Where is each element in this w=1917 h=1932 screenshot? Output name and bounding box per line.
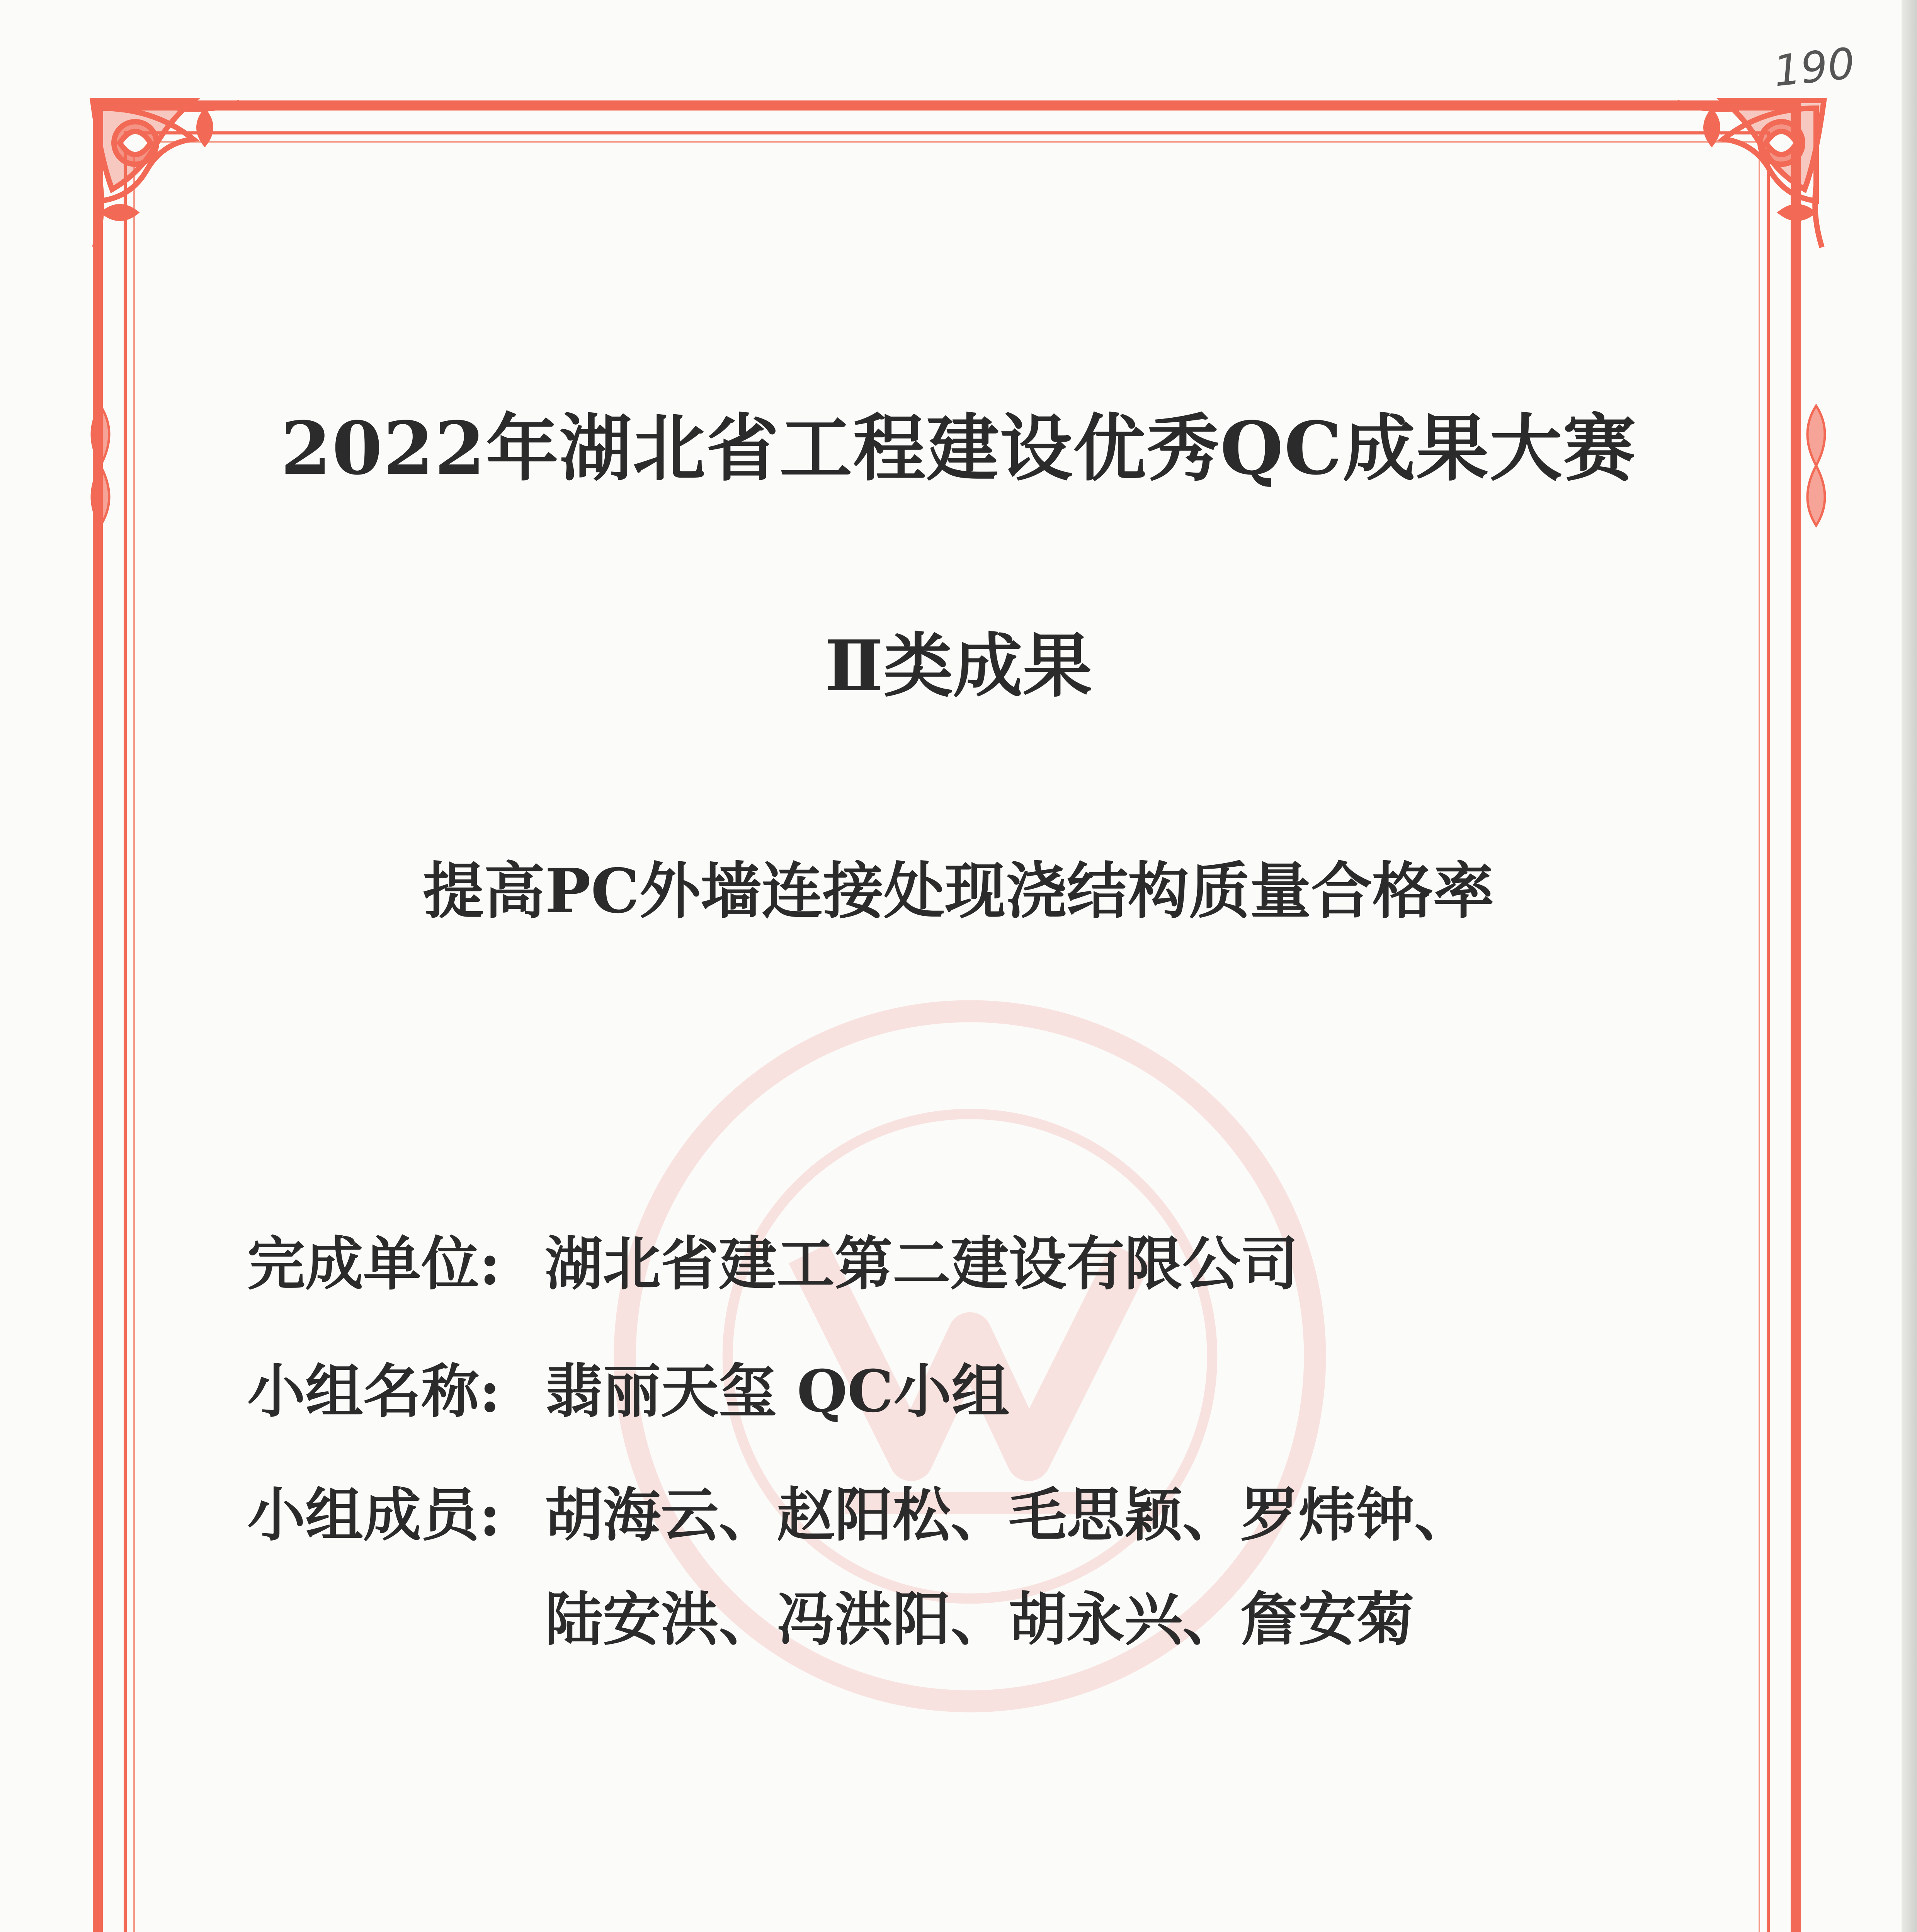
certificate-title: 2022年湖北省工程建设优秀QC成果大赛: [281, 406, 1636, 491]
team-members-line-1: 胡海云、赵阳松、毛思颖、罗炜钟、: [545, 1481, 1473, 1549]
project-title: 提高PC外墙连接处现浇结构质量合格率: [423, 855, 1494, 927]
page-number: 190: [1771, 38, 1857, 96]
completion-unit-value: 湖北省建工第二建设有限公司: [545, 1230, 1299, 1298]
team-name-label: 小组名称:: [247, 1357, 501, 1425]
corner-ornament-top-right: [1638, 85, 1839, 286]
achievement-number-row: [247, 1928, 916, 1932]
award-category: Ⅱ类成果: [825, 625, 1092, 707]
team-members-row: [247, 1468, 1472, 1552]
team-name-value: 翡丽天玺 QC小组: [545, 1357, 1010, 1425]
completion-unit-row: [247, 1217, 1298, 1301]
scan-edge: [1902, 0, 1917, 1932]
team-members-label: 小组成员:: [247, 1481, 501, 1549]
team-name-row: [247, 1345, 1009, 1428]
corner-ornament-top-left: [77, 85, 278, 286]
team-members-line-2: 陆安洪、冯洪阳、胡永兴、詹安菊: [545, 1585, 1415, 1653]
achievement-number-label: [247, 1928, 545, 1932]
completion-unit-label: 完成单位:: [247, 1230, 501, 1298]
